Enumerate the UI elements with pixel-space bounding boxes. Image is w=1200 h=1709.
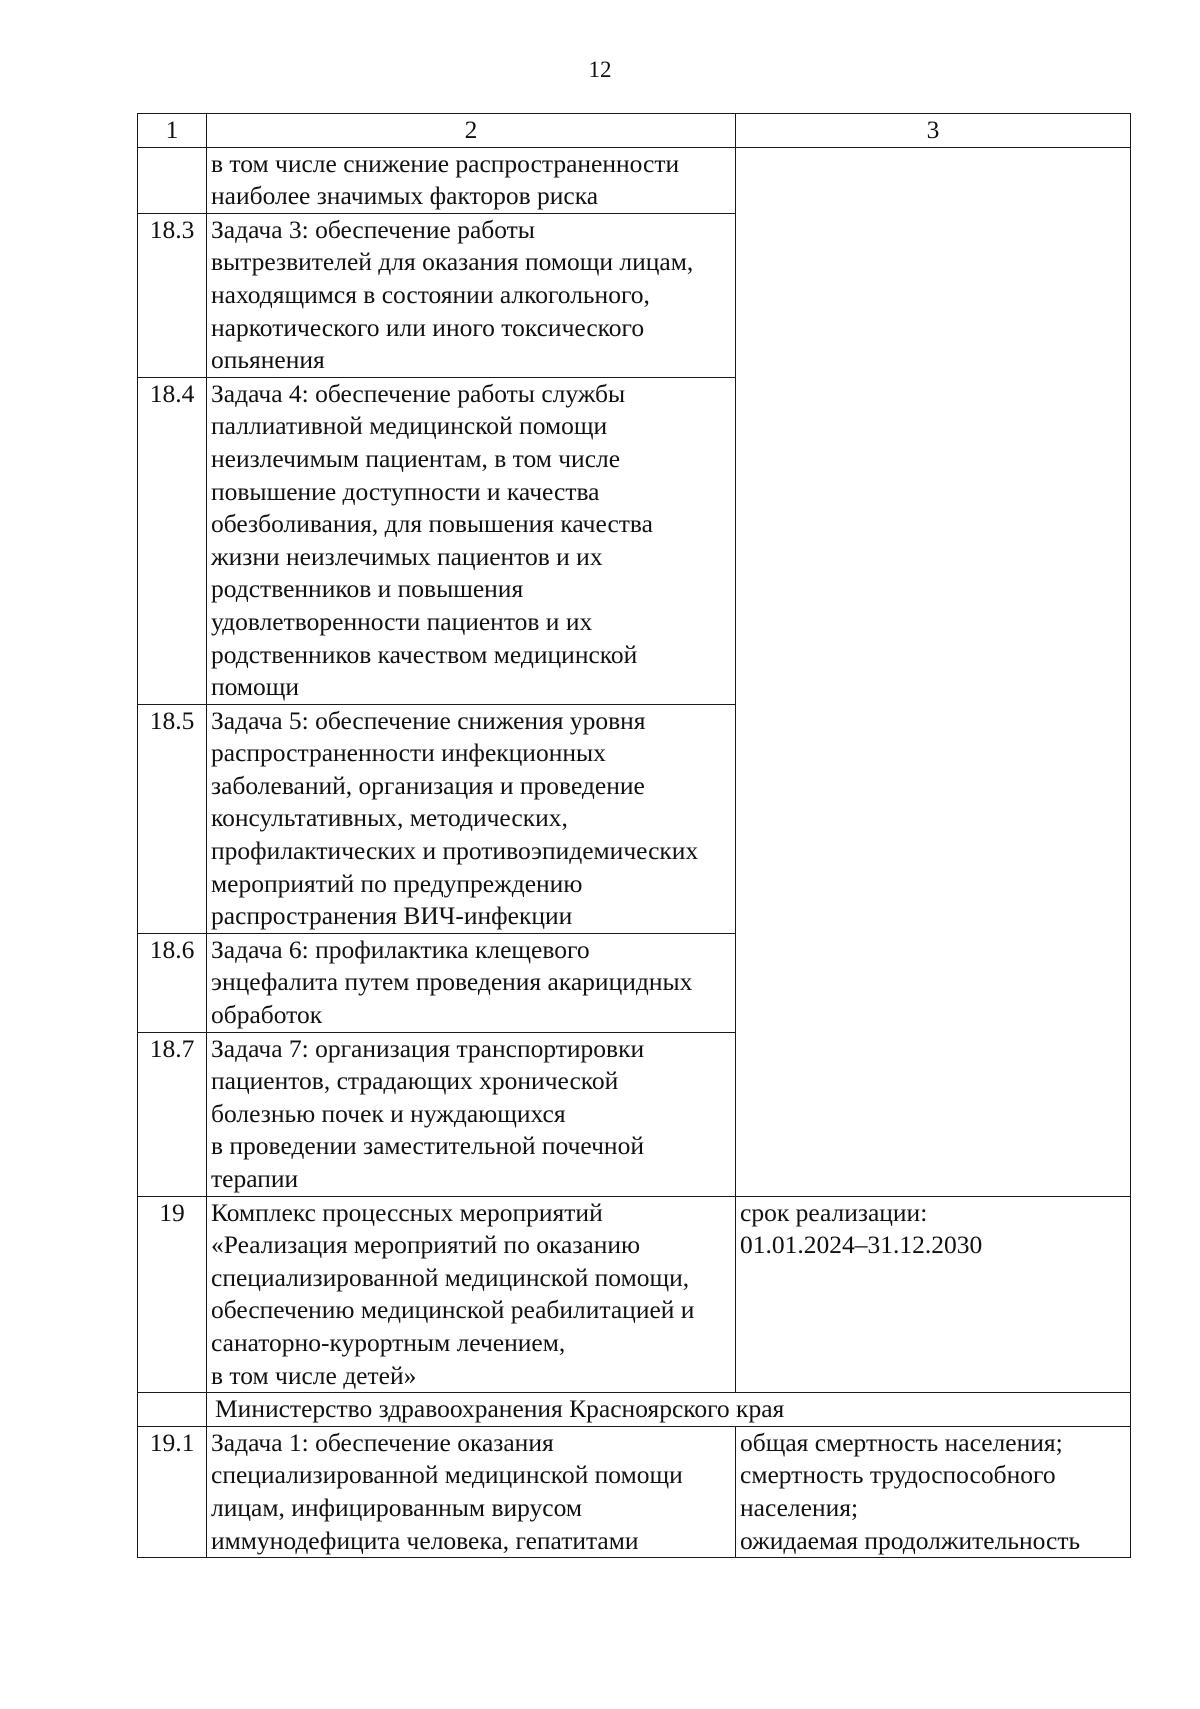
- text-line: паллиативной медицинской помощи: [211, 411, 608, 441]
- text-line: Задача 4: обеспечение работы службы: [211, 378, 626, 408]
- text-line: распространенности инфекционных: [211, 738, 606, 768]
- row-text: [207, 704, 736, 933]
- row-number: 18.5: [138, 704, 207, 933]
- row-text: [207, 213, 736, 377]
- text-line: Задача 5: обеспечение снижения уровня: [211, 705, 646, 735]
- text-line: срок реализации:: [740, 1197, 928, 1227]
- ministry-heading: Министерство здравоохранения Красноярского края: [207, 1393, 1131, 1427]
- row-col3-text: [736, 1426, 1131, 1557]
- text-line: Задача 6: профилактика клещевого: [211, 934, 590, 964]
- text-line: обработок: [211, 1000, 323, 1030]
- text-line: болезнью почек и нуждающихся: [211, 1098, 566, 1128]
- text-line: профилактических и противоэпидемических: [211, 836, 699, 866]
- text-line: энцефалита путем проведения акарицидных: [211, 967, 693, 997]
- row-number: 19.1: [138, 1426, 207, 1557]
- text-line: 01.01.2024–31.12.2030: [740, 1230, 983, 1260]
- text-line: общая смертность населения;: [740, 1427, 1063, 1457]
- row-text: [207, 377, 736, 704]
- row-text: [207, 147, 736, 213]
- text-line: специализированной медицинской помощи,: [211, 1262, 690, 1292]
- merged-col3-cell: [736, 147, 1131, 1196]
- text-line: вытрезвителей для оказания помощи лицам,: [211, 247, 694, 277]
- row-number: 19: [138, 1196, 207, 1393]
- header-col-3: 3: [736, 114, 1131, 148]
- text-line: неизлечимым пациентам, в том числе: [211, 443, 621, 473]
- row-text: [207, 1032, 736, 1196]
- table-row-19-1: [138, 1426, 1131, 1557]
- page-number: 12: [588, 57, 612, 82]
- text-line: наркотического или иного токсического: [211, 312, 645, 342]
- row-col3-text: [736, 1196, 1131, 1393]
- text-line: пациентов, страдающих хронической: [211, 1066, 619, 1096]
- text-line: распространения ВИЧ-инфекции: [211, 901, 573, 931]
- text-line: Задача 3: обеспечение работы: [211, 214, 535, 244]
- text-line: обезболивания, для повышения качества: [211, 509, 653, 539]
- table-row-19: [138, 1196, 1131, 1393]
- text-line: мероприятий по предупреждению: [211, 868, 583, 898]
- row-number: 18.3: [138, 213, 207, 377]
- row-number: 18.6: [138, 933, 207, 1032]
- text-line: Задача 7: организация транспортировки: [211, 1033, 645, 1063]
- text-line: в том числе детей»: [211, 1360, 417, 1390]
- row-number: [138, 1393, 207, 1427]
- text-line: санаторно-курортным лечением,: [211, 1327, 566, 1357]
- row-number: [138, 147, 207, 213]
- text-line: иммунодефицита человека, гепатитами: [211, 1525, 639, 1555]
- row-text: [207, 1426, 736, 1557]
- text-line: в том числе снижение распространенности: [211, 148, 680, 178]
- text-line: Задача 1: обеспечение оказания: [211, 1427, 554, 1457]
- header-col-2: 2: [207, 114, 736, 148]
- table-row-continuation: [138, 147, 1131, 213]
- text-line: повышение доступности и качества: [211, 476, 600, 506]
- text-line: опьянения: [211, 345, 325, 375]
- row-text: [207, 1196, 736, 1393]
- text-line: терапии: [211, 1164, 299, 1193]
- text-line: родственников качеством медицинской: [211, 639, 638, 669]
- text-line: «Реализация мероприятий по оказанию: [211, 1230, 641, 1260]
- tasks-table: [137, 113, 1131, 1558]
- text-line: населения;: [740, 1492, 859, 1522]
- text-line: консультативных, методических,: [211, 803, 568, 833]
- text-line: жизни неизлечимых пациентов и их: [211, 541, 603, 571]
- text-line: Комплекс процессных мероприятий: [211, 1197, 603, 1227]
- text-line: смертность трудоспособного: [740, 1460, 1056, 1490]
- text-line: помощи: [211, 672, 300, 702]
- text-line: в проведении заместительной почечной: [211, 1131, 644, 1161]
- text-line: удовлетворенности пациентов и их: [211, 606, 593, 636]
- row-number: 18.7: [138, 1032, 207, 1196]
- table-row-ministry: [138, 1393, 1131, 1427]
- text-line: специализированной медицинской помощи: [211, 1460, 683, 1490]
- text-line: родственников и повышения: [211, 574, 524, 604]
- text-line: заболеваний, организация и проведение: [211, 770, 645, 800]
- text-line: находящимся в состоянии алкогольного,: [211, 279, 650, 309]
- header-col-1: 1: [138, 114, 207, 148]
- text-line: наиболее значимых факторов риска: [211, 181, 599, 211]
- table-header-row: [138, 114, 1131, 148]
- row-text: [207, 933, 736, 1032]
- row-number: 18.4: [138, 377, 207, 704]
- text-line: обеспечению медицинской реабилитацией и: [211, 1295, 695, 1325]
- text-line: лицам, инфицированным вирусом: [211, 1492, 583, 1522]
- text-line: ожидаемая продолжительность: [740, 1525, 1081, 1555]
